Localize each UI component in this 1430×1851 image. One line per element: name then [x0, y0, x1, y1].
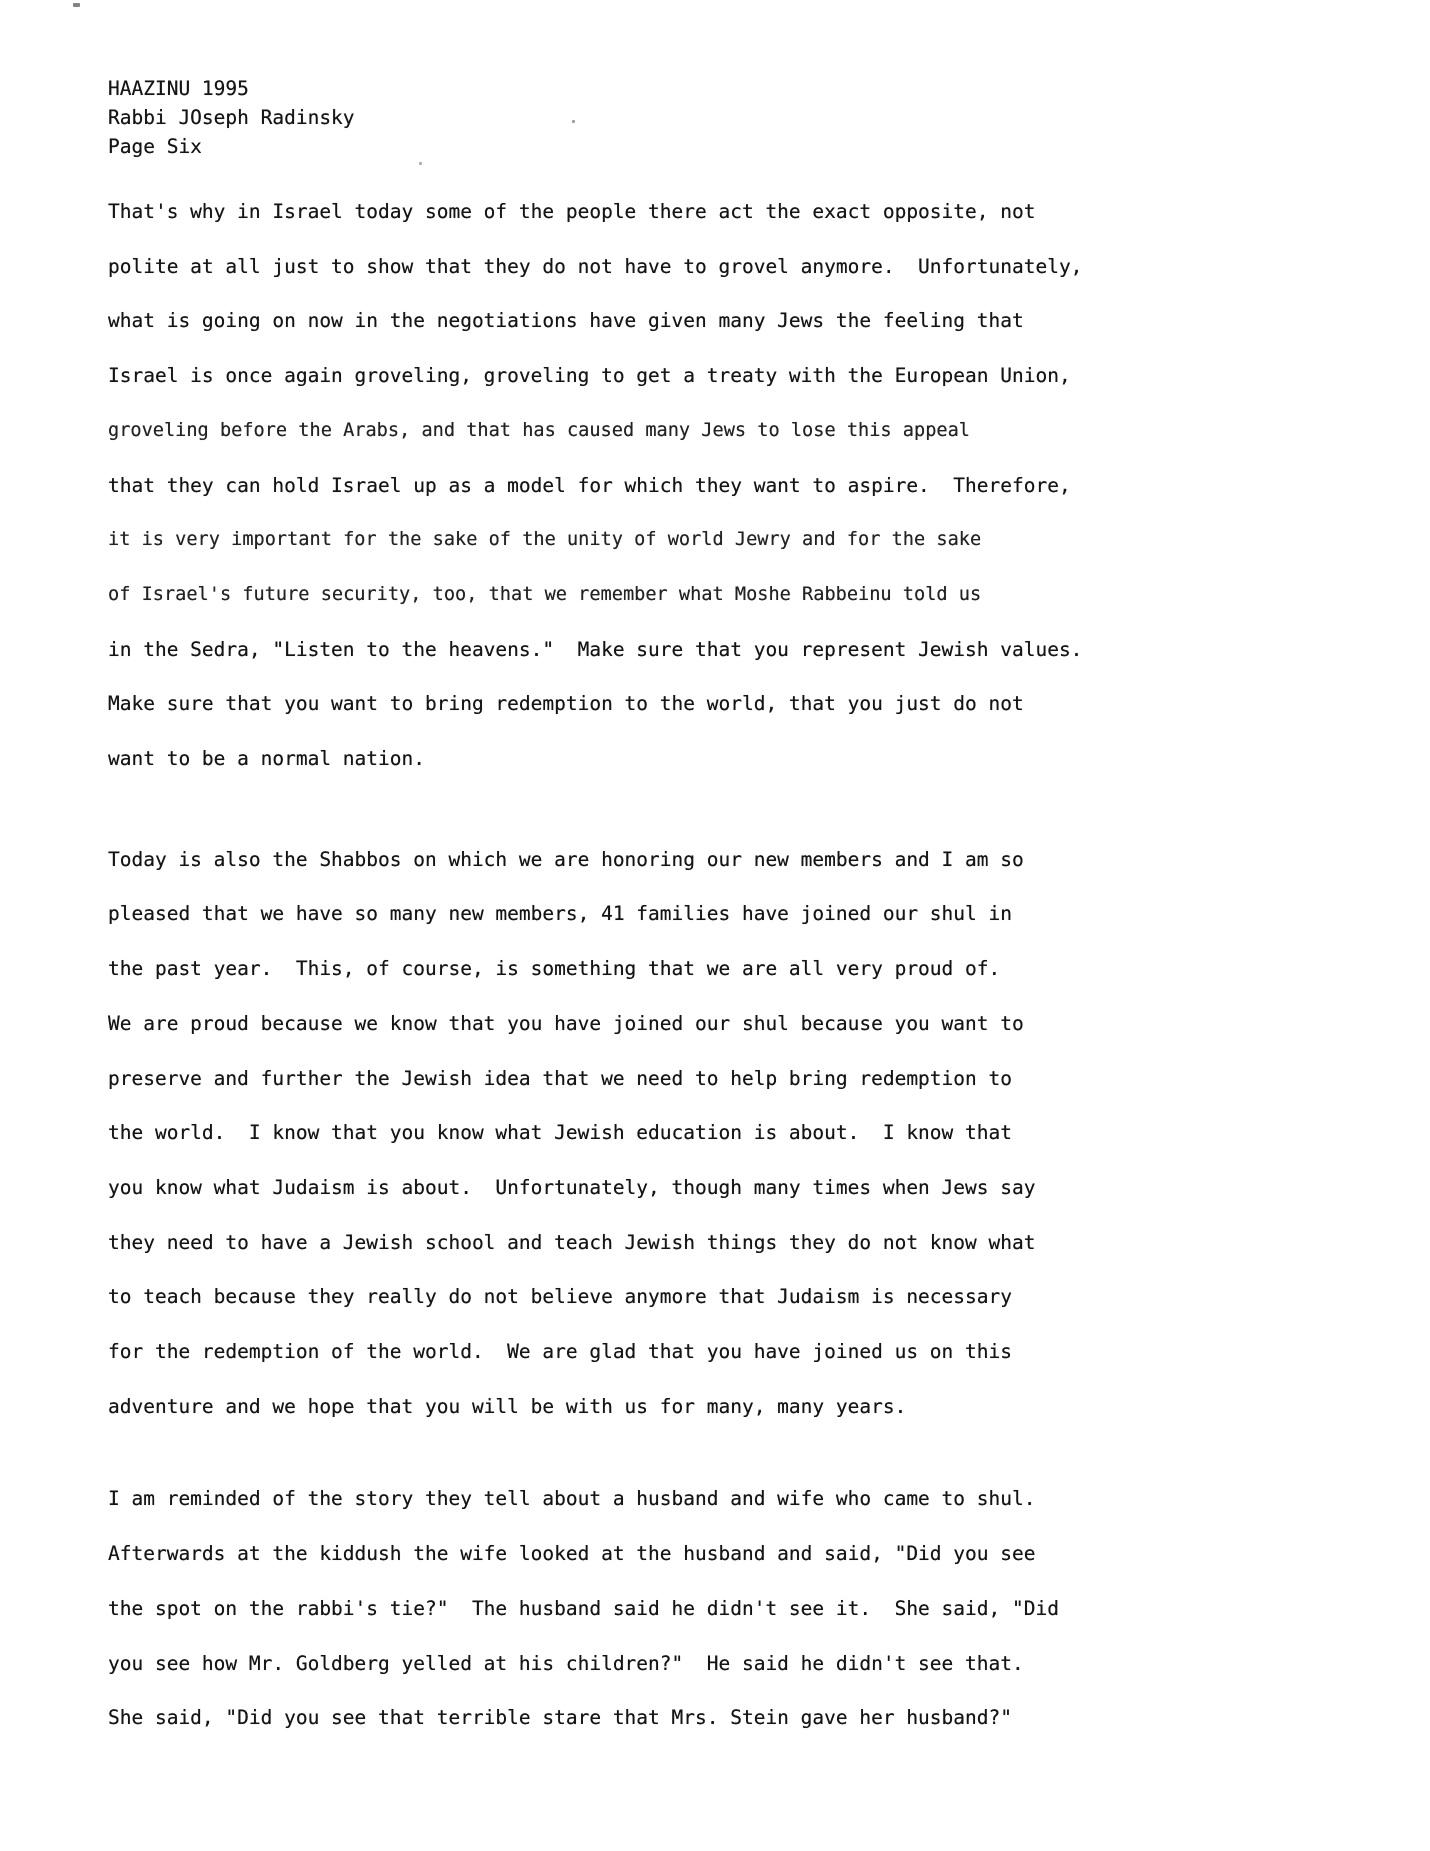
text-line: preserve and further the Jewish idea that we need to help bring redemption to: [108, 1066, 1012, 1090]
text-line: Israel is once again groveling, groveling to get a treaty with the European Union,: [108, 364, 1071, 388]
text-line: Today is also the Shabbos on which we are honoring our new members and I am so: [108, 847, 1024, 871]
text-line: to teach because they really do not believe anymore that Judaism is necessary: [108, 1285, 1012, 1309]
text-line: what is going on now in the negotiations have given many Jews the feeling that: [108, 309, 1024, 333]
text-line: the spot on the rabbi's tie?" The husband said he didn't see it. She said, "Did: [108, 1596, 1059, 1620]
text-line: that they can hold Israel up as a model for which they want to aspire. Therefore,: [108, 473, 1071, 497]
scan-speck: [73, 3, 80, 7]
paragraph-israel-groveling: [108, 185, 1430, 787]
text-line: of Israel's future security, too, that we remember what Moshe Rabbeinu told us: [108, 583, 982, 605]
text-line: adventure and we hope that you will be with us for many, many years.: [108, 1394, 907, 1418]
paragraph-new-members: [108, 833, 1430, 1435]
text-line: for the redemption of the world. We are glad that you have joined us on this: [108, 1340, 1012, 1364]
text-line: She said, "Did you see that terrible stare that Mrs. Stein gave her husband?": [108, 1706, 1012, 1730]
text-line: Afterwards at the kiddush the wife looked at the husband and said, "Did you see: [108, 1542, 1036, 1566]
scan-speck: [572, 120, 575, 123]
text-line: you see how Mr. Goldberg yelled at his children?" He said he didn't see that.: [108, 1651, 1024, 1675]
header-page-number: Page Six: [108, 135, 202, 158]
scan-speck: [419, 162, 422, 165]
text-line: We are proud because we know that you have joined our shul because you want to: [108, 1011, 1024, 1035]
text-line: That's why in Israel today some of the people there act the exact opposite, not: [108, 200, 1036, 223]
text-line: want to be a normal nation.: [108, 747, 425, 771]
header-author: Rabbi JOseph Radinsky: [108, 106, 355, 129]
text-line: groveling before the Arabs, and that has caused many Jews to lose this appeal: [108, 419, 970, 441]
text-line: in the Sedra, "Listen to the heavens." Make sure that you represent Jewish values.: [108, 637, 1083, 661]
header-title: HAAZINU 1995: [108, 77, 249, 100]
text-line: polite at all just to show that they do not have to grovel anymore. Unfortunately,: [108, 254, 1083, 278]
text-line: they need to have a Jewish school and teach Jewish things they do not know what: [108, 1230, 1036, 1254]
text-line: I am reminded of the story they tell about a husband and wife who came to shul.: [108, 1487, 1036, 1511]
text-line: Make sure that you want to bring redemption to the world, that you just do not: [108, 692, 1024, 716]
text-line: the world. I know that you know what Jewish education is about. I know that: [108, 1121, 1012, 1145]
text-line: you know what Judaism is about. Unfortunately, though many times when Jews say: [108, 1175, 1036, 1199]
document-header: [108, 74, 1430, 161]
text-line: pleased that we have so many new members, 41 families have joined our shul in: [108, 902, 1012, 926]
paragraph-husband-wife-story: [108, 1472, 1430, 1746]
text-line: the past year. This, of course, is something that we are all very proud of.: [108, 957, 1001, 981]
text-line: it is very important for the sake of the unity of world Jewry and for the sake: [108, 529, 982, 551]
